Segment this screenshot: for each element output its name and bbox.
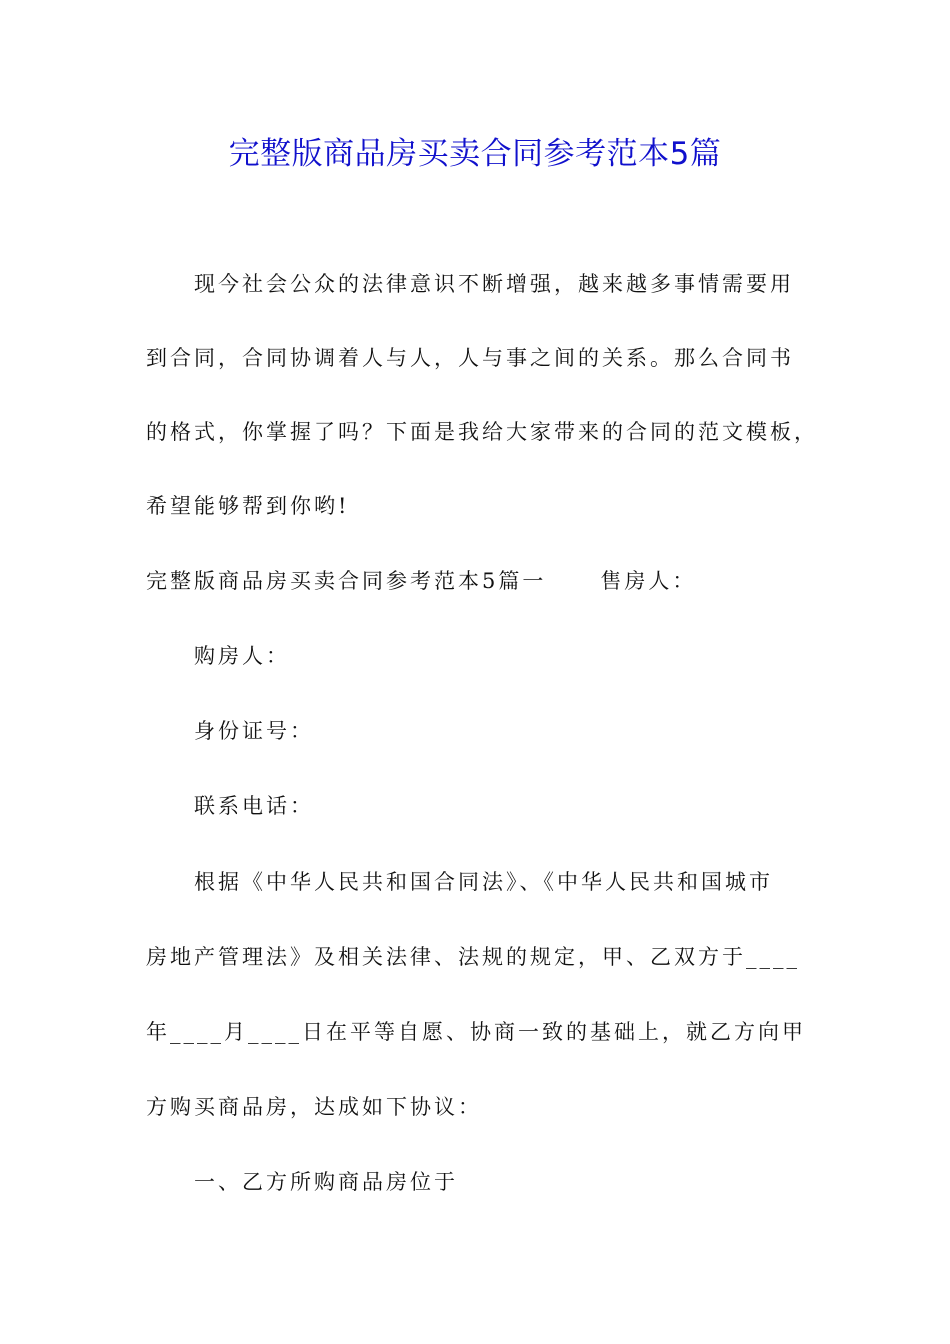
basis-line-4: 方购买商品房，达成如下协议： (146, 1095, 482, 1119)
id-number-label: 身份证号： (194, 719, 314, 743)
basis-line-3: 年____月____日在平等自愿、协商一致的基础上，就乙方向甲 (146, 1020, 806, 1044)
basis-line-1: 根据《中华人民共和国合同法》、《中华人民共和国城市 (194, 870, 773, 894)
clause-1: 一、乙方所购商品房位于 (194, 1170, 458, 1194)
buyer-label: 购房人： (194, 644, 290, 668)
intro-line-3: 的格式，你掌握了吗？下面是我给大家带来的合同的范文模板， (146, 420, 818, 444)
intro-line-4: 希望能够帮到你哟! (146, 494, 350, 518)
intro-line-1: 现今社会公众的法律意识不断增强，越来越多事情需要用 (194, 272, 794, 296)
intro-line-2: 到合同，合同协调着人与人，人与事之间的关系。那么合同书 (146, 346, 794, 370)
seller-label: 售房人： (600, 569, 697, 593)
document-title: 完整版商品房买卖合同参考范本5篇 (228, 136, 722, 172)
phone-label: 联系电话： (194, 794, 314, 818)
section-heading: 完整版商品房买卖合同参考范本5篇一 (146, 569, 547, 593)
section-heading-line (146, 563, 826, 599)
basis-line-2: 房地产管理法》及相关法律、法规的规定，甲、乙双方于____ (146, 945, 800, 969)
